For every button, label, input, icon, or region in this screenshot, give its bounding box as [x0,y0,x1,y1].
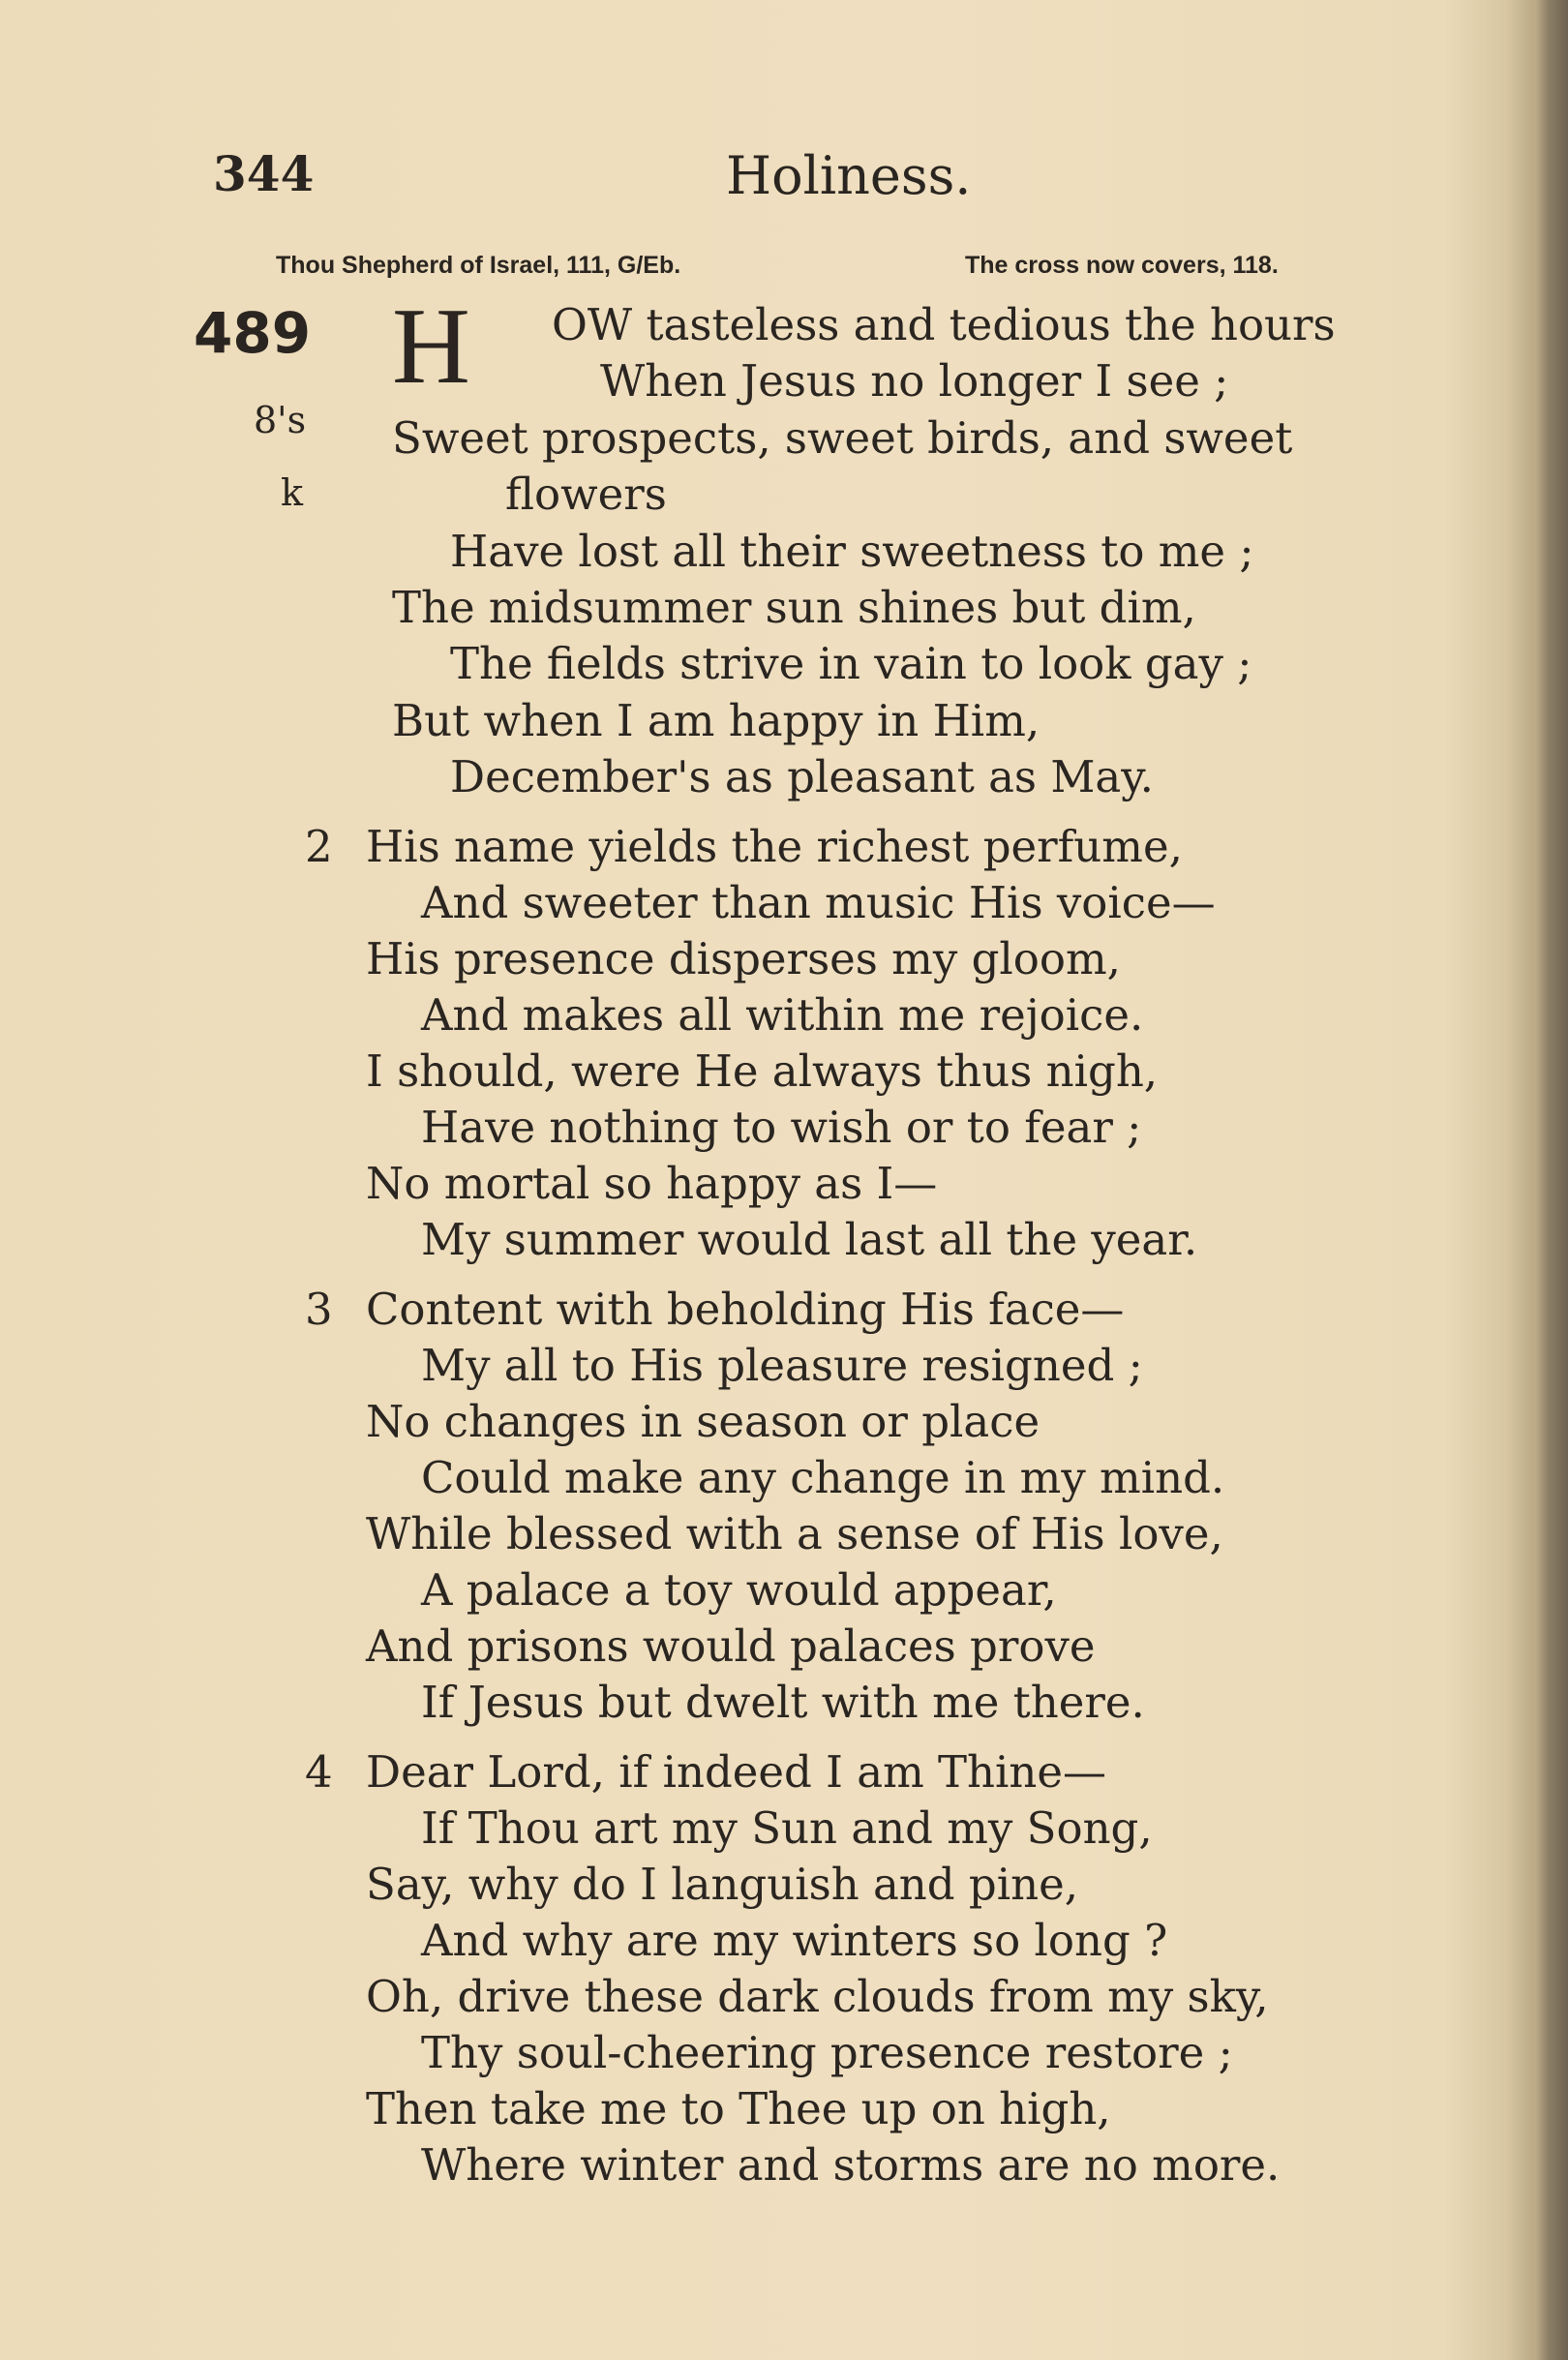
hymn-meter: 8's [254,399,307,441]
verse-4-line-7: Then take me to Thee up on high, [366,2083,1111,2134]
verse-3-line-1: Content with beholding His face— [366,1284,1125,1335]
verse-2-line-5: I should, were He always thus nigh, [366,1045,1159,1097]
verse-4-line-1: Dear Lord, if indeed I am Thine— [366,1746,1107,1798]
book-spine-shadow [1535,0,1568,2360]
verse-1-line-6: The midsummer sun shines but dim, [392,582,1196,633]
verse-3-line-4: Could make any change in my mind. [421,1452,1225,1503]
verse-3-line-3: No changes in season or place [366,1396,1040,1447]
verse-4-line-6: Thy soul-cheering presence restore ; [421,2027,1233,2078]
hymn-number: 489 [194,300,312,366]
verse-1-line-4: flowers [505,469,667,520]
verse-2-number: 2 [305,821,333,872]
tune-reference-right: The cross now covers, 118. [965,252,1279,279]
verse-1-line-1: OW tasteless and tedious the hours [552,299,1336,350]
verse-4-line-2: If Thou art my Sun and my Song, [421,1802,1153,1854]
verse-2-line-2: And sweeter than music His voice— [421,877,1216,928]
verse-4-line-4: And why are my winters so long ? [421,1915,1168,1966]
verse-2-line-8: My summer would last all the year. [421,1214,1198,1265]
hymn-key: k [281,471,304,514]
verse-1-line-5: Have lost all their sweetness to me ; [450,526,1254,577]
page-number: 344 [213,145,315,202]
tune-reference-left: Thou Shepherd of Israel, 111, G/Eb. [276,252,681,279]
verse-4-line-8: Where winter and storms are no more. [421,2139,1281,2191]
verse-3-line-2: My all to His pleasure resigned ; [421,1340,1143,1391]
verse-2-line-4: And makes all within me rejoice. [421,989,1144,1041]
verse-2-line-1: His name yields the richest perfume, [366,821,1183,872]
verse-1-line-2: When Jesus no longer I see ; [600,355,1229,407]
verse-1-line-9: December's as pleasant as May. [450,751,1154,802]
verse-4-number: 4 [305,1746,333,1798]
tune-references [276,252,1437,287]
verse-4-line-3: Say, why do I languish and pine, [366,1859,1079,1910]
verse-1-line-8: But when I am happy in Him, [392,695,1040,746]
verse-1-line-3: Sweet prospects, sweet birds, and sweet [392,412,1293,464]
verse-3-line-7: And prisons would palaces prove [366,1620,1096,1672]
verse-3-line-5: While blessed with a sense of His love, [366,1508,1223,1559]
verse-2-line-6: Have nothing to wish or to fear ; [421,1102,1142,1153]
verse-1-line-7: The fields strive in vain to look gay ; [450,638,1252,689]
running-title: Holiness. [726,145,972,206]
verse-2-line-3: His presence disperses my gloom, [366,933,1121,984]
verse-3-number: 3 [305,1284,333,1335]
verse-3-line-6: A palace a toy would appear, [421,1564,1057,1616]
verse-4-line-5: Oh, drive these dark clouds from my sky, [366,1971,1269,2022]
page-header [213,145,1432,223]
verse-3-line-8: If Jesus but dwelt with me there. [421,1677,1145,1728]
drop-cap: H [392,287,470,407]
verse-2-line-7: No mortal so happy as I— [366,1158,938,1209]
